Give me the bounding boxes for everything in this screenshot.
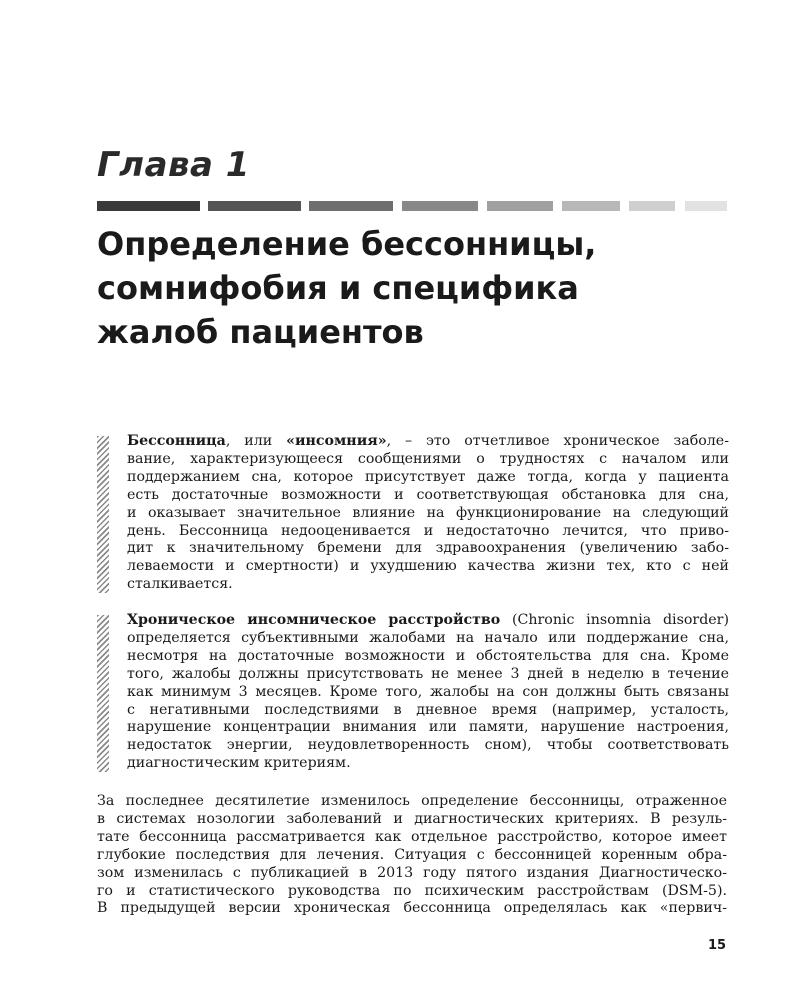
page-number: 15 (708, 938, 727, 953)
text-line: В предыдущей версии хроническая бессонница определялась как «первич- (97, 900, 727, 917)
divider-segment (487, 201, 553, 211)
text-line: как минимум 3 месяцев. Кроме того, жалобы на сон должны быть связаны (127, 683, 729, 700)
chapter-title-line: жалоб пациентов (97, 313, 424, 351)
chapter-title-line: сомнифобия и специфика (97, 269, 579, 307)
divider-segment (629, 201, 675, 211)
text-line: и оказывает значительное влияние на функционирование на следующий (127, 504, 729, 521)
body-paragraph (97, 793, 727, 918)
divider-segment (309, 201, 393, 211)
text-fragment: , – это отчетливое хроническое заболе- (386, 433, 729, 449)
text-line: сталкивается. (127, 576, 233, 593)
text-line: дит к значительному бремени для здравоохранения (увеличению забо- (127, 540, 729, 557)
divider-segment (208, 201, 301, 211)
text-line: вание, характеризующееся сообщениями о трудностях с началом или (127, 450, 729, 467)
text-line: тате бессонница рассматривается как отдельное расстройство, которое имеет (97, 828, 727, 845)
term-insomnia: Бессонница (127, 433, 226, 449)
definition-box-insomnia (97, 433, 729, 596)
chapter-title-line: Определение бессонницы, (97, 225, 597, 263)
definition-box-chronic-insomnia (97, 612, 729, 775)
text-line: есть достаточные возможности и соответствующая обстановка для сна, (127, 486, 729, 503)
text-line: нарушение концентрации внимания или памяти, нарушение настроения, (127, 719, 729, 736)
text-line: диагностическим критериям. (127, 755, 351, 772)
text-line: день. Бессонница недооценивается и недостаточно лечится, что приво- (127, 522, 729, 539)
chapter-label: Глава 1 (97, 145, 250, 185)
text-line: поддержанием сна, которое присутствует даже тогда, когда у пациента (127, 468, 729, 485)
divider-segment (97, 201, 200, 211)
text-line: За последнее десятилетие изменилось определение бессонницы, отраженное (97, 793, 727, 809)
definition-text (127, 612, 729, 773)
text-line (127, 433, 729, 451)
chapter-divider-bar (97, 201, 727, 211)
text-line: леваемости и смертности) и ухудшению качества жизни тех, кто с ней (127, 558, 729, 575)
text-line: с негативными последствиями в дневное время (например, усталость, (127, 701, 729, 718)
text-line: несмотря на достаточные возможности и обстоятельства для сна. Кроме (127, 647, 729, 664)
text-line: недостаток энергии, неудовлетворенность сном), чтобы соответствовать (127, 737, 729, 754)
text-line: глубокие последствия для лечения. Ситуация с бессонницей коренным обра- (97, 846, 727, 863)
term-chronic-insomnia-disorder: Хроническое инсомническое расстройство (127, 612, 501, 628)
divider-segment (402, 201, 478, 211)
text-line: определяется субъективными жалобами на начало или поддержание сна, (127, 629, 729, 646)
divider-segment (562, 201, 620, 211)
text-fragment: (Chronic insomnia disorder) (500, 612, 729, 628)
text-line: го и статистического руководства по психическим расстройствам (DSM-5). (97, 882, 727, 899)
text-line (127, 612, 729, 630)
hatch-marker (97, 615, 109, 772)
text-fragment: , или (225, 433, 287, 449)
definition-text (127, 433, 729, 594)
text-line: того, жалобы должны присутствовать не менее 3 дней в неделю в течение (127, 665, 729, 682)
divider-segment (685, 201, 727, 211)
hatch-marker (97, 436, 109, 593)
chapter-title (97, 222, 737, 354)
text-line: в системах нозологии заболеваний и диагностических критериях. В резуль- (97, 810, 727, 827)
term-insomnia-alt: «инсомния» (286, 433, 387, 449)
text-line: зом изменилась с публикацией в 2013 году пятого издания Диагностическо- (97, 864, 727, 881)
